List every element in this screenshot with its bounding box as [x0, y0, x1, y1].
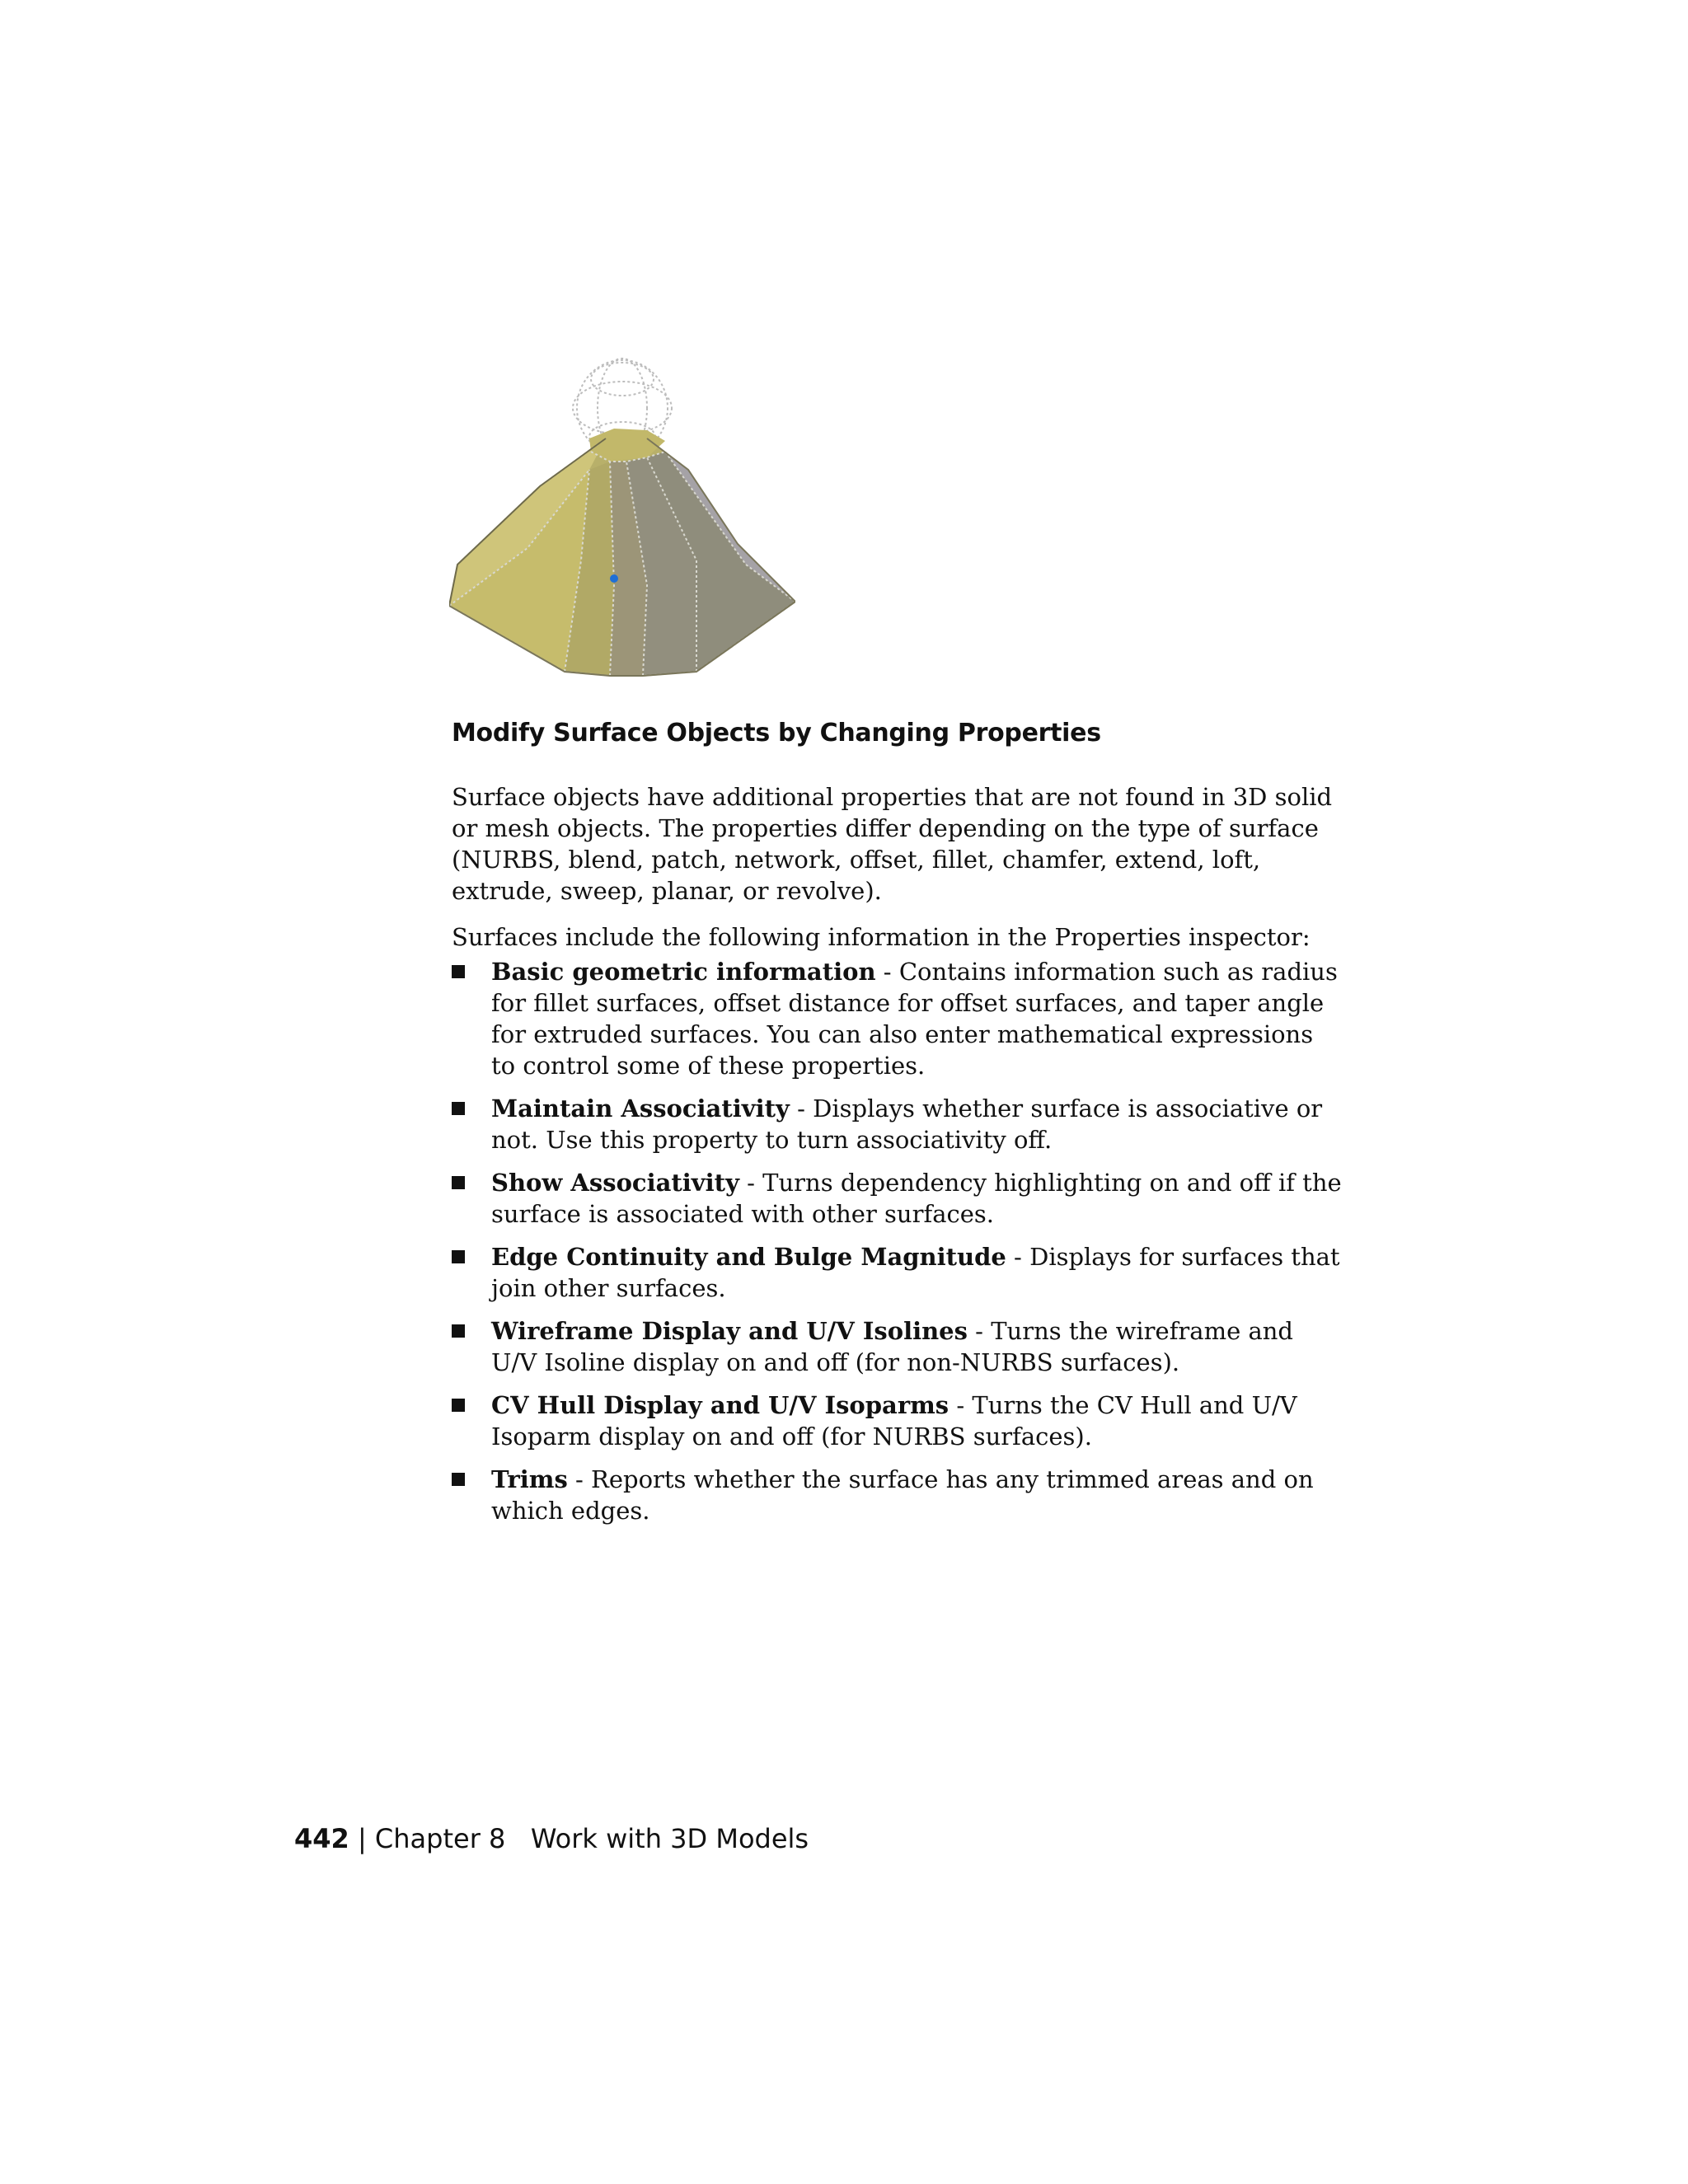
properties-list	[452, 956, 1342, 1526]
square-bullet-icon	[452, 1176, 465, 1189]
chapter-title: Work with 3D Models	[530, 1823, 809, 1854]
list-item-text: - Contains information such as radius for fillet surfaces, offset distance for offset surfaces, and taper angle for extruded surfaces. You can also enter mathematical expressions to control some of these properties.	[491, 958, 1338, 1080]
square-bullet-icon	[452, 965, 465, 978]
list-item-term: Trims	[491, 1465, 568, 1493]
list-intro-paragraph: Surfaces include the following information in the Properties inspector:	[452, 923, 1311, 951]
list-item-term: Basic geometric information	[491, 958, 876, 986]
square-bullet-icon	[452, 1250, 465, 1263]
footer-gap	[505, 1823, 531, 1854]
page-number: 442	[294, 1823, 349, 1854]
intro-paragraph: Surface objects have additional properties that are not found in 3D solid or mesh objects. The properties differ depending on the type of surface (NURBS, blend, patch, network, offset, fillet, chamfer, extend, loft, extrude, sweep, planar, or revolve).	[452, 783, 1333, 905]
surface-model-illustration-icon	[449, 346, 795, 692]
page-footer	[294, 1821, 809, 1856]
list-item-text: - Turns the CV Hull and U/V Isoparm display on and off (for NURBS surfaces).	[491, 1391, 1297, 1451]
list-item-term: Show Associativity	[491, 1169, 739, 1197]
list-item	[452, 1464, 1342, 1526]
list-item-text: - Turns the wireframe and U/V Isoline display on and off (for non-NURBS surfaces).	[491, 1317, 1293, 1376]
surface-model-figure	[449, 346, 795, 692]
chapter-label: Chapter 8	[374, 1823, 506, 1854]
list-item	[452, 1093, 1342, 1155]
list-item-term: Maintain Associativity	[491, 1094, 790, 1122]
list-item	[452, 1390, 1342, 1452]
square-bullet-icon	[452, 1324, 465, 1338]
square-bullet-icon	[452, 1102, 465, 1115]
square-bullet-icon	[452, 1473, 465, 1486]
list-item-term: CV Hull Display and U/V Isoparms	[491, 1391, 950, 1419]
list-item	[452, 1167, 1342, 1230]
list-item-text: - Displays whether surface is associative or not. Use this property to turn associativity off.	[491, 1094, 1323, 1154]
section-content	[452, 717, 1342, 1538]
square-bullet-icon	[452, 1399, 465, 1412]
list-item	[452, 956, 1342, 1081]
section-heading: Modify Surface Objects by Changing Properties	[452, 719, 1101, 748]
list-item-term: Wireframe Display and U/V Isolines	[491, 1317, 968, 1345]
list-item-text: - Displays for surfaces that join other surfaces.	[491, 1243, 1340, 1302]
footer-separator: |	[349, 1823, 375, 1854]
list-item-text: - Turns dependency highlighting on and off if the surface is associated with other surfaces.	[491, 1169, 1342, 1228]
list-item-text: - Reports whether the surface has any trimmed areas and on which edges.	[491, 1465, 1314, 1525]
list-item	[452, 1315, 1342, 1378]
list-item-term: Edge Continuity and Bulge Magnitude	[491, 1243, 1006, 1271]
list-item	[452, 1241, 1342, 1304]
